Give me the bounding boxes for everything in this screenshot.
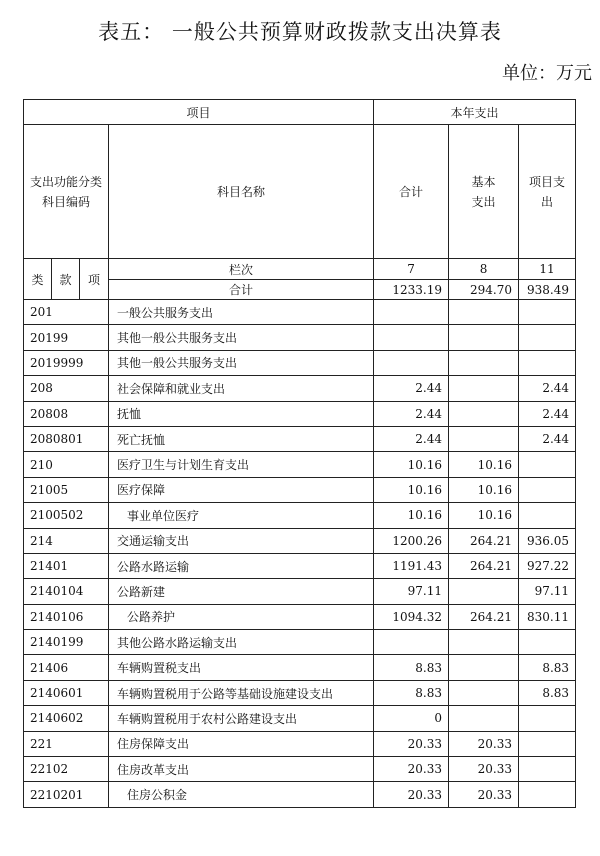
row-basic [449, 655, 519, 680]
row-code: 214 [24, 528, 109, 553]
table-row [24, 630, 576, 655]
header-lei: 类 [24, 259, 52, 300]
table-row [24, 325, 576, 350]
row-code: 2210201 [24, 782, 109, 807]
row-project: 2.44 [519, 376, 576, 401]
row-project [519, 477, 576, 502]
table-row [24, 604, 576, 629]
table-row [24, 782, 576, 807]
header-project-exp-text: 项目支出 [529, 174, 566, 209]
row-basic [449, 630, 519, 655]
row-project: 97.11 [519, 579, 576, 604]
row-basic: 10.16 [449, 452, 519, 477]
row-code: 221 [24, 731, 109, 756]
row-code: 2080801 [24, 426, 109, 451]
col-total-no: 7 [374, 259, 449, 280]
row-name: 公路新建 [109, 579, 374, 604]
row-basic [449, 579, 519, 604]
row-project [519, 731, 576, 756]
row-basic [449, 325, 519, 350]
row-name: 车辆购置税用于公路等基础设施建设支出 [109, 680, 374, 705]
row-project [519, 452, 576, 477]
row-name: 其他一般公共服务支出 [109, 325, 374, 350]
row-code: 201 [24, 300, 109, 325]
row-name: 医疗保障 [109, 477, 374, 502]
row-basic [449, 300, 519, 325]
row-name: 抚恤 [109, 401, 374, 426]
row-code: 21406 [24, 655, 109, 680]
table-row [24, 350, 576, 375]
header-xiang: 项 [80, 259, 109, 300]
row-basic: 264.21 [449, 604, 519, 629]
table-row [24, 553, 576, 578]
row-project: 927.22 [519, 553, 576, 578]
row-total: 2.44 [374, 376, 449, 401]
table-row [24, 655, 576, 680]
row-total: 0 [374, 706, 449, 731]
sum-total: 1233.19 [374, 280, 449, 300]
budget-table [23, 99, 576, 808]
row-code: 2100502 [24, 503, 109, 528]
row-name: 其他一般公共服务支出 [109, 350, 374, 375]
row-code: 21401 [24, 553, 109, 578]
row-project [519, 300, 576, 325]
row-basic [449, 401, 519, 426]
header-project-exp [519, 125, 576, 259]
row-project [519, 350, 576, 375]
row-name: 公路水路运输 [109, 553, 374, 578]
row-name: 公路养护 [109, 604, 374, 629]
row-project: 8.83 [519, 680, 576, 705]
row-project: 936.05 [519, 528, 576, 553]
row-name: 其他公路水路运输支出 [109, 630, 374, 655]
header-total: 合计 [374, 125, 449, 259]
row-total: 2.44 [374, 401, 449, 426]
table-row [24, 706, 576, 731]
row-name: 医疗卫生与计划生育支出 [109, 452, 374, 477]
row-total: 20.33 [374, 757, 449, 782]
row-code: 20199 [24, 325, 109, 350]
table-row [24, 376, 576, 401]
table-row [24, 426, 576, 451]
row-project: 8.83 [519, 655, 576, 680]
col-basic-no: 8 [449, 259, 519, 280]
row-basic: 20.33 [449, 731, 519, 756]
row-project [519, 757, 576, 782]
row-total: 20.33 [374, 782, 449, 807]
header-kuan: 款 [52, 259, 80, 300]
row-basic: 20.33 [449, 782, 519, 807]
row-name: 车辆购置税支出 [109, 655, 374, 680]
row-code: 2140601 [24, 680, 109, 705]
row-code: 2140104 [24, 579, 109, 604]
row-basic: 20.33 [449, 757, 519, 782]
row-total: 1191.43 [374, 553, 449, 578]
header-subject-name: 科目名称 [109, 125, 374, 259]
row-basic [449, 706, 519, 731]
sum-project: 938.49 [519, 280, 576, 300]
row-total: 10.16 [374, 503, 449, 528]
row-project: 2.44 [519, 426, 576, 451]
row-basic: 264.21 [449, 528, 519, 553]
table-row [24, 503, 576, 528]
row-total: 1200.26 [374, 528, 449, 553]
row-name: 车辆购置税用于农村公路建设支出 [109, 706, 374, 731]
row-code: 20808 [24, 401, 109, 426]
row-project [519, 782, 576, 807]
row-code: 22102 [24, 757, 109, 782]
row-name: 交通运输支出 [109, 528, 374, 553]
header-basic-text: 基本支出 [471, 174, 496, 209]
row-total: 8.83 [374, 680, 449, 705]
header-func-code: 支出功能分类科目编码 [24, 125, 109, 259]
row-total [374, 300, 449, 325]
row-name: 死亡抚恤 [109, 426, 374, 451]
header-current-year: 本年支出 [374, 100, 576, 125]
row-project [519, 325, 576, 350]
row-total: 97.11 [374, 579, 449, 604]
row-code: 2019999 [24, 350, 109, 375]
table-row [24, 300, 576, 325]
row-total [374, 325, 449, 350]
sum-basic: 294.70 [449, 280, 519, 300]
row-project: 2.44 [519, 401, 576, 426]
table-row [24, 757, 576, 782]
row-name: 事业单位医疗 [109, 503, 374, 528]
page-title: 表五： 一般公共预算财政拨款支出决算表 [98, 20, 502, 44]
row-total: 10.16 [374, 477, 449, 502]
row-name: 社会保障和就业支出 [109, 376, 374, 401]
sum-label: 合计 [109, 280, 374, 300]
row-code: 210 [24, 452, 109, 477]
row-basic [449, 426, 519, 451]
row-name: 住房改革支出 [109, 757, 374, 782]
table-row [24, 401, 576, 426]
header-project: 项目 [24, 100, 374, 125]
row-project [519, 630, 576, 655]
row-code: 208 [24, 376, 109, 401]
unit-label: 单位：万元 [502, 63, 592, 84]
row-total: 1094.32 [374, 604, 449, 629]
row-total [374, 630, 449, 655]
row-name: 一般公共服务支出 [109, 300, 374, 325]
row-name: 住房公积金 [109, 782, 374, 807]
row-basic [449, 376, 519, 401]
table-row [24, 680, 576, 705]
row-basic [449, 350, 519, 375]
row-code: 2140602 [24, 706, 109, 731]
row-code: 2140106 [24, 604, 109, 629]
row-project [519, 706, 576, 731]
row-total: 20.33 [374, 731, 449, 756]
row-project: 830.11 [519, 604, 576, 629]
row-basic: 264.21 [449, 553, 519, 578]
table-row [24, 731, 576, 756]
table-row [24, 528, 576, 553]
row-project [519, 503, 576, 528]
row-code: 2140199 [24, 630, 109, 655]
row-basic: 10.16 [449, 503, 519, 528]
row-total: 2.44 [374, 426, 449, 451]
table-row [24, 452, 576, 477]
row-basic: 10.16 [449, 477, 519, 502]
col-project-no: 11 [519, 259, 576, 280]
header-basic [449, 125, 519, 259]
table-row [24, 477, 576, 502]
row-code: 21005 [24, 477, 109, 502]
row-name: 住房保障支出 [109, 731, 374, 756]
row-total: 10.16 [374, 452, 449, 477]
table-row [24, 579, 576, 604]
row-total [374, 350, 449, 375]
header-lanci: 栏次 [109, 259, 374, 280]
row-basic [449, 680, 519, 705]
row-total: 8.83 [374, 655, 449, 680]
